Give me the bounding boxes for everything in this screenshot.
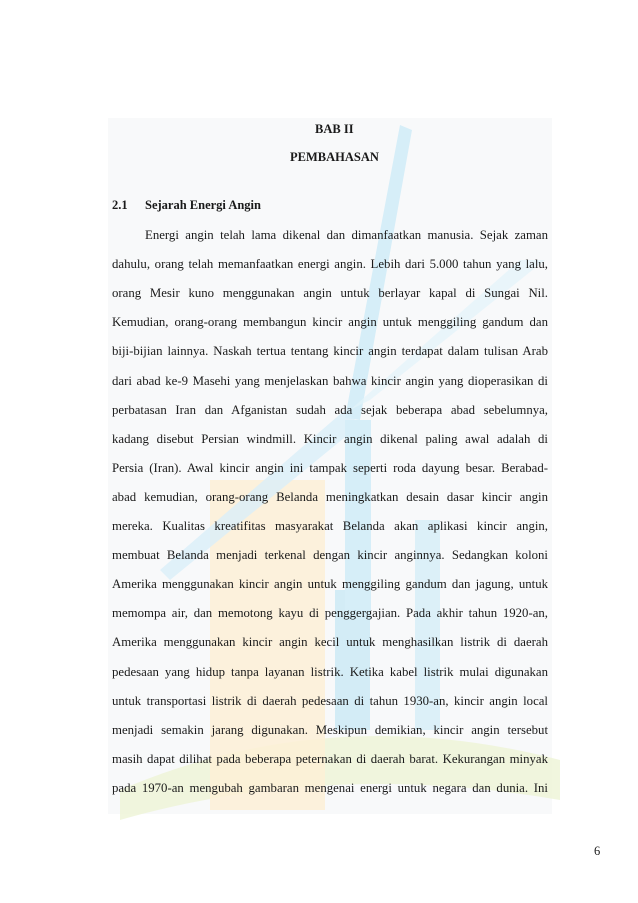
paragraph-line: perbatasan Iran dan Afganistan sudah ada sejak beberapa abad sebelumnya, (112, 402, 548, 417)
paragraph-line: mereka. Kualitas kreatifitas masyarakat Belanda akan aplikasi kincir angin, (112, 519, 548, 533)
chapter-title: PEMBAHASAN (290, 150, 379, 164)
chapter-heading: BAB II (315, 122, 354, 136)
paragraph-line: Kemudian, orang-orang membangun kincir angin untuk menggiling gandum dan (112, 315, 548, 330)
paragraph-line: orang Mesir kuno menggunakan angin untuk berlayar kapal di Sungai Nil. (112, 286, 548, 301)
paragraph-line: menjadi semakin jarang digunakan. Meskipun demikian, kincir angin tersebut (112, 722, 548, 737)
paragraph-line: abad kemudian, orang-orang Belanda meningkatkan desain dasar kincir angin (112, 489, 548, 504)
paragraph-line: Energi angin telah lama dikenal dan dimanfaatkan manusia. Sejak zaman (145, 228, 548, 242)
paragraph-line: untuk transportasi listrik di daerah pedesaan di tahun 1930-an, kincir angin local (112, 693, 548, 708)
paragraph-line: Amerika menggunakan kincir angin kecil untuk menghasilkan listrik di daerah (112, 635, 548, 650)
paragraph-line: Persia (Iran). Awal kincir angin ini tampak seperti roda dayung besar. Berabad- (112, 460, 548, 475)
paragraph-line: kadang disebut Persian windmill. Kincir angin dikenal paling awal adalah di (112, 431, 548, 446)
paragraph-line: pada 1970-an mengubah gambaran mengenai energi untuk negara dan dunia. Ini (112, 780, 548, 795)
paragraph-line: masih dapat dilihat pada beberapa peternakan di daerah barat. Kekurangan minyak (112, 751, 548, 766)
paragraph-line: dari abad ke-9 Masehi yang menjelaskan bahwa kincir angin yang dioperasikan di (112, 373, 548, 388)
paragraph-line: membuat Belanda menjadi terkenal dengan kincir anginnya. Sedangkan koloni (112, 548, 548, 563)
paragraph-line: memompa air, dan memotong kayu di penggergajian. Pada akhir tahun 1920-an, (112, 606, 548, 621)
page-number: 6 (594, 844, 601, 858)
paragraph-line: dahulu, orang telah memanfaatkan energi angin. Lebih dari 5.000 tahun yang lalu, (112, 257, 548, 272)
paragraph-line: pedesaan yang hidup tanpa layanan listrik. Ketika kabel listrik mulai digunakan (112, 664, 548, 679)
section-number: 2.1 (112, 198, 128, 212)
section-title: Sejarah Energi Angin (145, 198, 261, 212)
paragraph-line: Amerika menggunakan kincir angin untuk menggiling gandum dan jagung, untuk (112, 577, 548, 592)
paragraph-line: biji-bijian lainnya. Naskah tertua tentang kincir angin terdapat dalam tulisan Arab (112, 344, 548, 359)
